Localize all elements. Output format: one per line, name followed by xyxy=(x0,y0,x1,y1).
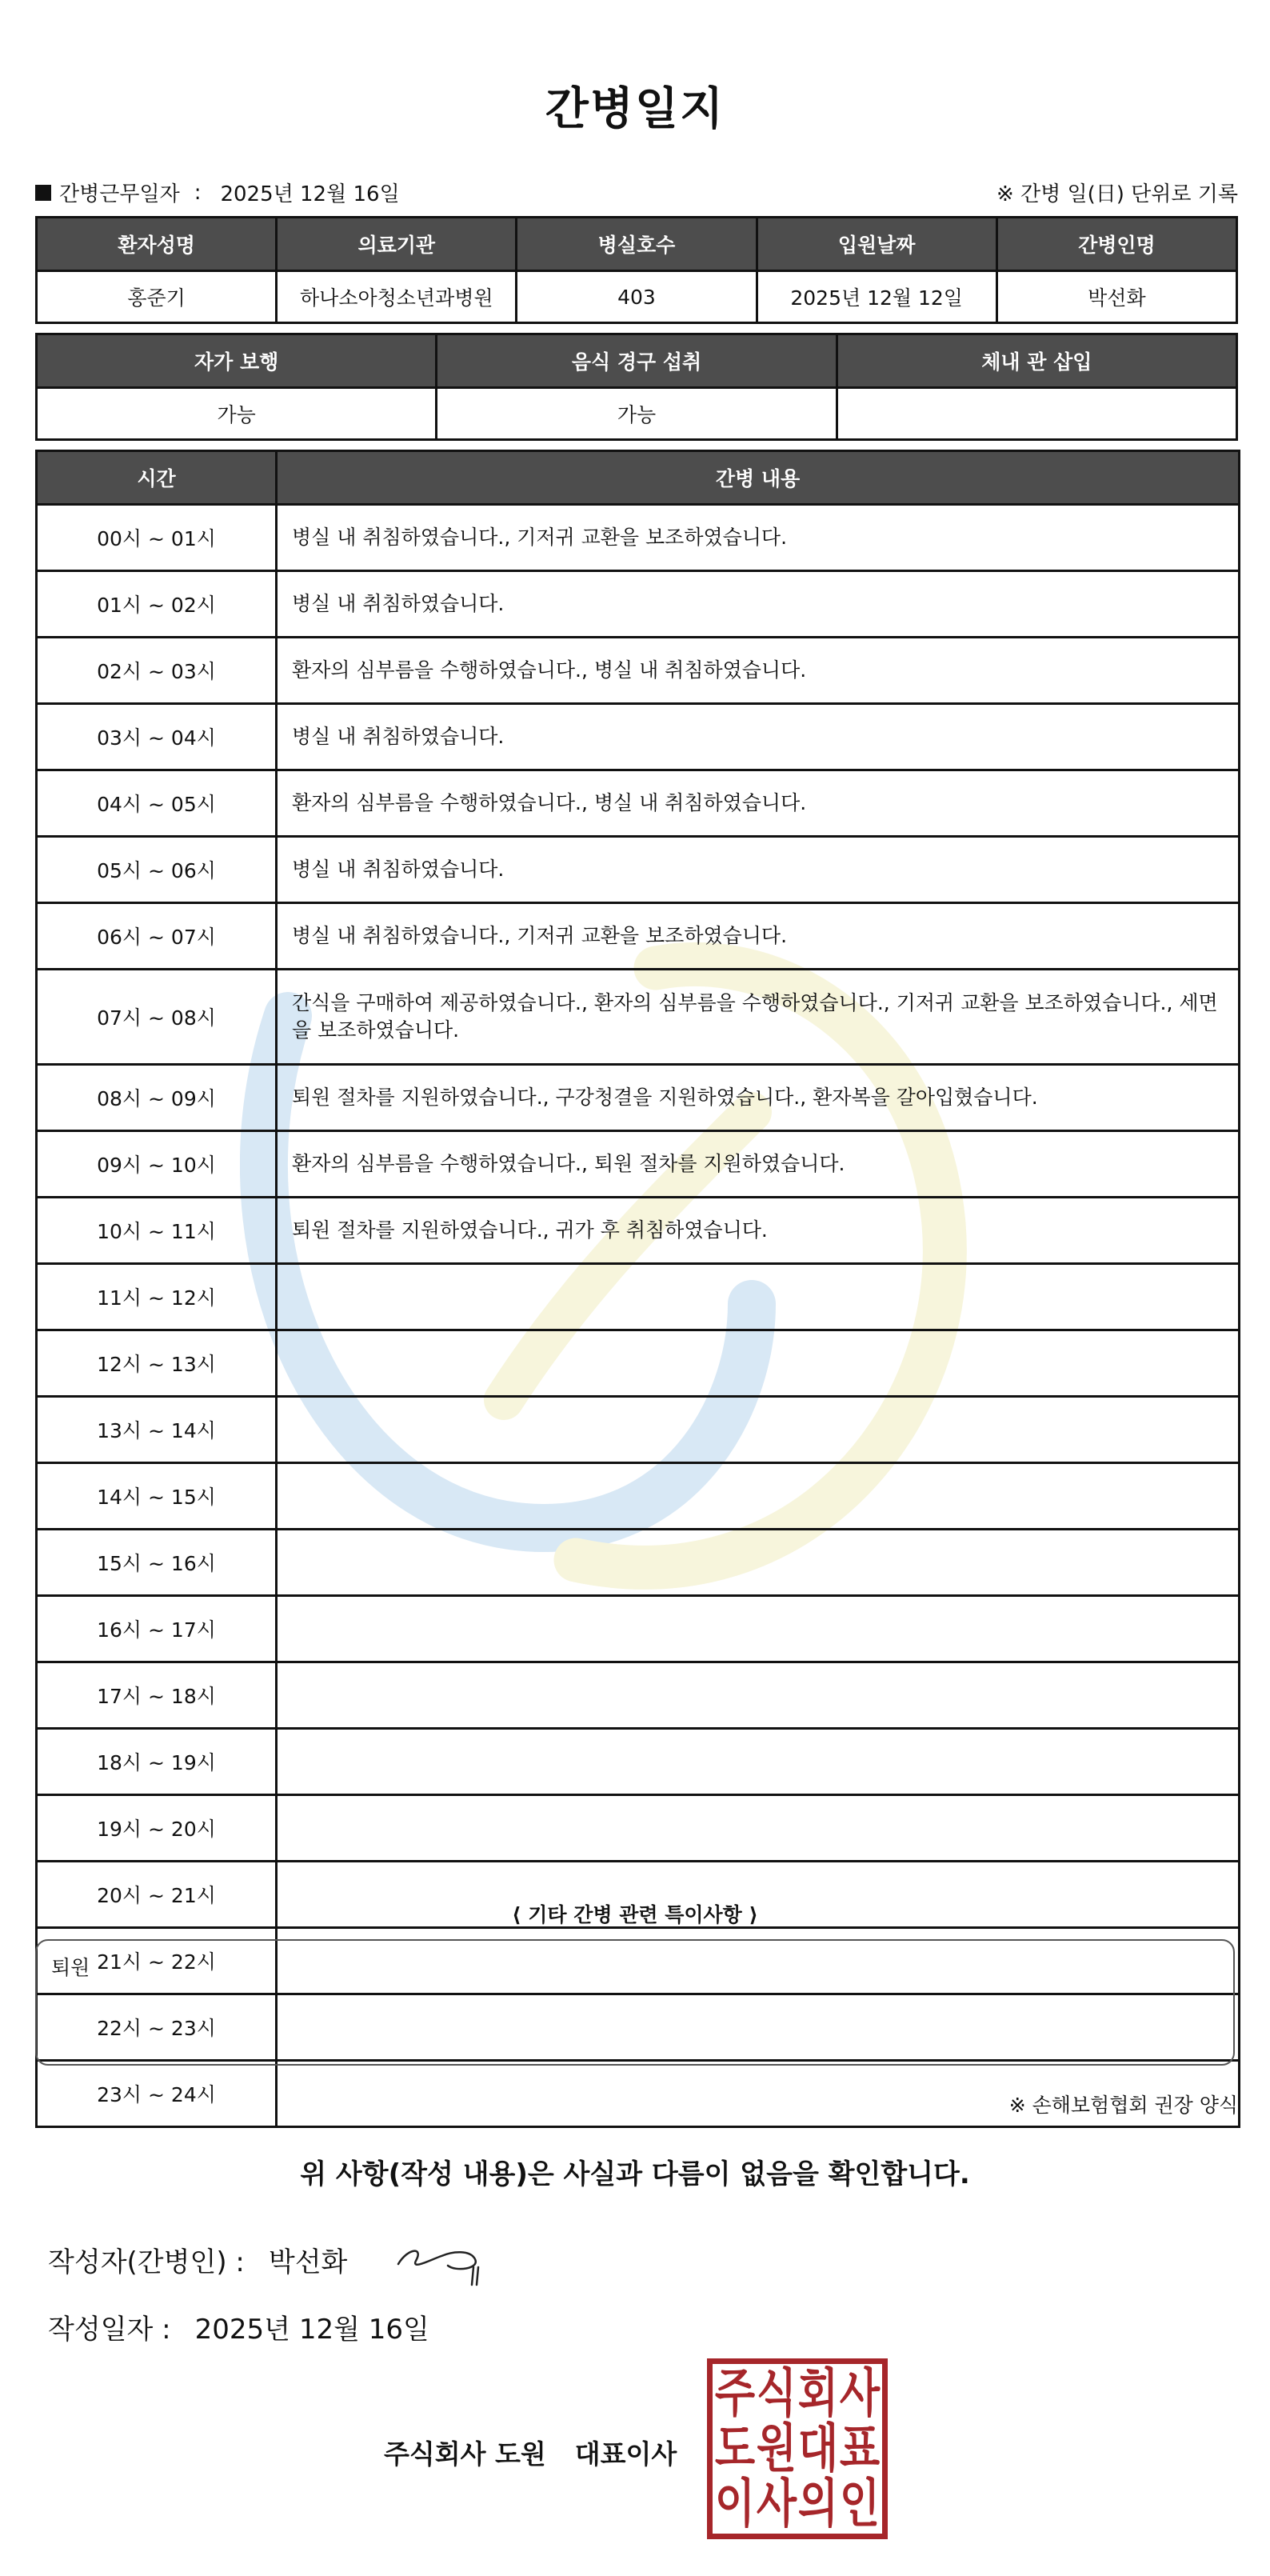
log-time: 08시 ~ 09시 xyxy=(37,1065,277,1131)
log-content: 환자의 심부름을 수행하였습니다., 병실 내 취침하였습니다. xyxy=(277,638,1240,704)
seal-char: 식 xyxy=(756,2363,797,2424)
signature-icon xyxy=(392,2232,496,2288)
care-log-rows xyxy=(37,505,1240,2127)
log-time: 03시 ~ 04시 xyxy=(37,704,277,770)
work-date-colon: : xyxy=(194,180,202,205)
log-content: 병실 내 취침하였습니다. xyxy=(277,837,1240,903)
writer-label: 작성자(간병인) : xyxy=(48,2246,245,2278)
table-row xyxy=(37,1463,1240,1530)
company-role: 대표이사 xyxy=(574,2438,677,2470)
table-header-row xyxy=(37,334,1237,388)
log-content xyxy=(277,1729,1240,1795)
work-date-label: 간병근무일자 xyxy=(59,182,180,206)
log-time: 18시 ~ 19시 xyxy=(37,1729,277,1795)
room-number: 403 xyxy=(517,271,757,323)
self-walking: 가능 xyxy=(37,388,437,440)
notes-content: 퇴원 xyxy=(51,1956,90,1979)
written-date-value: 2025년 12월 16일 xyxy=(194,2314,429,2346)
oral-intake: 가능 xyxy=(437,388,837,440)
log-time: 16시 ~ 17시 xyxy=(37,1596,277,1662)
table-row xyxy=(37,505,1240,571)
header-oral-intake: 음식 경구 섭취 xyxy=(437,334,837,388)
log-time: 15시 ~ 16시 xyxy=(37,1530,277,1596)
log-content xyxy=(277,1662,1240,1729)
log-content: 병실 내 취침하였습니다. xyxy=(277,704,1240,770)
table-row xyxy=(37,571,1240,638)
table-row xyxy=(37,837,1240,903)
notes-box xyxy=(35,1939,1235,2066)
seal-char: 의 xyxy=(797,2474,839,2534)
table-row xyxy=(37,271,1237,323)
table-row xyxy=(37,1198,1240,1264)
log-time: 01시 ~ 02시 xyxy=(37,571,277,638)
log-time: 09시 ~ 10시 xyxy=(37,1131,277,1198)
page-title: 간병일지 xyxy=(545,83,725,135)
table-row xyxy=(37,1596,1240,1662)
written-date-label: 작성일자 : xyxy=(48,2314,171,2346)
log-content xyxy=(277,1397,1240,1463)
log-content xyxy=(277,1330,1240,1397)
company-seal-icon xyxy=(707,2358,888,2539)
header-patient-name: 환자성명 xyxy=(37,218,277,271)
header-caregiver-name: 간병인명 xyxy=(996,218,1236,271)
header-self-walking: 자가 보행 xyxy=(37,334,437,388)
medical-institution: 하나소아청소년과병원 xyxy=(277,271,517,323)
table-header-row xyxy=(37,218,1237,271)
care-log-table xyxy=(35,450,1240,2128)
table-row xyxy=(37,1729,1240,1795)
patient-status-table xyxy=(35,333,1238,441)
log-content xyxy=(277,1795,1240,1862)
notes-title: ⟨ 기타 간병 관련 특이사항 ⟩ xyxy=(512,1903,758,1926)
seal-char: 원 xyxy=(756,2418,797,2479)
confirmation-statement: 위 사항(작성 내용)은 사실과 다름이 없음을 확인합니다. xyxy=(300,2158,970,2190)
log-time: 19시 ~ 20시 xyxy=(37,1795,277,1862)
table-row xyxy=(37,1264,1240,1330)
log-time: 06시 ~ 07시 xyxy=(37,903,277,970)
table-row xyxy=(37,1795,1240,1862)
table-row xyxy=(37,970,1240,1065)
caregiver-name: 박선화 xyxy=(996,271,1236,323)
seal-char: 사 xyxy=(839,2363,881,2424)
log-content: 퇴원 절차를 지원하였습니다., 구강청결을 지원하였습니다., 환자복을 갈아입혔습니다. xyxy=(277,1065,1240,1131)
table-row xyxy=(37,388,1237,440)
log-content: 퇴원 절차를 지원하였습니다., 귀가 후 취침하였습니다. xyxy=(277,1198,1240,1264)
table-row xyxy=(37,1330,1240,1397)
patient-info-table xyxy=(35,216,1238,324)
log-time: 00시 ~ 01시 xyxy=(37,505,277,571)
table-row xyxy=(37,704,1240,770)
patient-name: 홍준기 xyxy=(37,271,277,323)
log-time: 12시 ~ 13시 xyxy=(37,1330,277,1397)
log-content: 환자의 심부름을 수행하였습니다., 퇴원 절차를 지원하였습니다. xyxy=(277,1131,1240,1198)
square-bullet-icon xyxy=(35,185,51,201)
table-row xyxy=(37,1397,1240,1463)
header-medical-institution: 의료기관 xyxy=(277,218,517,271)
header-room-number: 병실호수 xyxy=(517,218,757,271)
table-header-row xyxy=(37,451,1240,505)
seal-char: 이 xyxy=(714,2474,756,2534)
writer-name: 박선화 xyxy=(268,2246,348,2278)
seal-char: 인 xyxy=(839,2474,881,2534)
log-time: 13시 ~ 14시 xyxy=(37,1397,277,1463)
log-content: 간식을 구매하여 제공하였습니다., 환자의 심부름을 수행하였습니다., 기저귀 교환을 보조하였습니다., 세면을 보조하였습니다. xyxy=(277,970,1240,1065)
log-time: 11시 ~ 12시 xyxy=(37,1264,277,1330)
log-time: 07시 ~ 08시 xyxy=(37,970,277,1065)
tube-insertion xyxy=(837,388,1236,440)
log-time: 04시 ~ 05시 xyxy=(37,770,277,837)
log-time: 20시 ~ 21시 xyxy=(37,1862,277,1928)
table-row xyxy=(37,1131,1240,1198)
log-time: 10시 ~ 11시 xyxy=(37,1198,277,1264)
log-content: 병실 내 취침하였습니다. xyxy=(277,571,1240,638)
table-row xyxy=(37,1530,1240,1596)
seal-char: 대 xyxy=(797,2418,839,2479)
log-time: 17시 ~ 18시 xyxy=(37,1662,277,1729)
table-row xyxy=(37,1662,1240,1729)
header-care-content: 간병 내용 xyxy=(277,451,1240,505)
seal-char: 회 xyxy=(797,2363,839,2424)
company-name: 주식회사 도원 xyxy=(384,2438,546,2470)
log-content: 병실 내 취침하였습니다., 기저귀 교환을 보조하였습니다. xyxy=(277,903,1240,970)
log-time: 02시 ~ 03시 xyxy=(37,638,277,704)
work-date-value: 2025년 12월 16일 xyxy=(220,182,400,206)
log-content xyxy=(277,1596,1240,1662)
seal-char: 사 xyxy=(756,2474,797,2534)
work-date xyxy=(35,178,400,207)
log-content xyxy=(277,1463,1240,1530)
table-row xyxy=(37,770,1240,837)
log-content xyxy=(277,1530,1240,1596)
company xyxy=(384,2434,677,2471)
log-time: 21시 ~ 22시 xyxy=(37,1928,277,1994)
written-date xyxy=(48,2307,429,2346)
record-unit-note: ※ 간병 일(日) 단위로 기록 xyxy=(996,182,1238,206)
log-time: 22시 ~ 23시 xyxy=(37,1994,277,2061)
header-time: 시간 xyxy=(37,451,277,505)
header-tube-insertion: 체내 관 삽입 xyxy=(837,334,1236,388)
admission-date: 2025년 12월 12일 xyxy=(757,271,996,323)
log-content xyxy=(277,1264,1240,1330)
log-time: 05시 ~ 06시 xyxy=(37,837,277,903)
recommended-form-note: ※ 손해보험협회 권장 양식 xyxy=(1008,2094,1238,2117)
seal-char: 도 xyxy=(714,2418,756,2479)
header-admission-date: 입원날짜 xyxy=(757,218,996,271)
log-time: 14시 ~ 15시 xyxy=(37,1463,277,1530)
seal-char: 주 xyxy=(714,2363,756,2424)
table-row xyxy=(37,1065,1240,1131)
table-row xyxy=(37,903,1240,970)
seal-char: 표 xyxy=(839,2418,881,2479)
table-row xyxy=(37,638,1240,704)
log-content: 병실 내 취침하였습니다., 기저귀 교환을 보조하였습니다. xyxy=(277,505,1240,571)
log-content: 환자의 심부름을 수행하였습니다., 병실 내 취침하였습니다. xyxy=(277,770,1240,837)
writer xyxy=(48,2240,347,2279)
log-time: 23시 ~ 24시 xyxy=(37,2061,277,2127)
